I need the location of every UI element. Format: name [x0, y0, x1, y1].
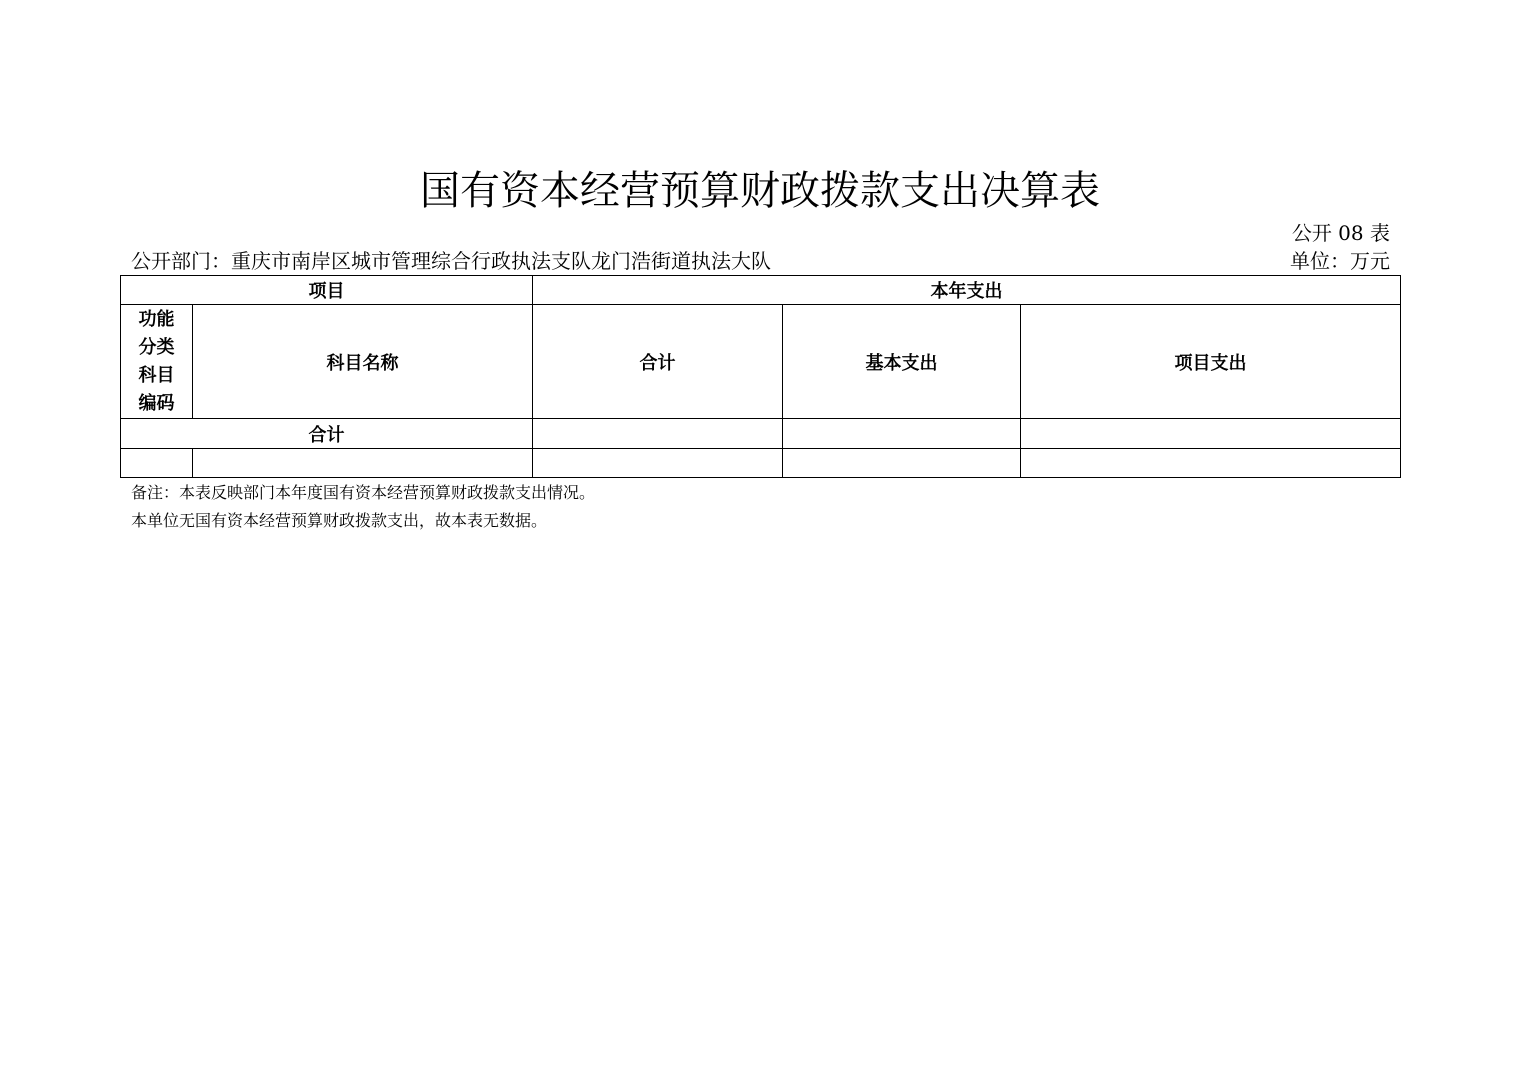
- header-project: 项目支出: [1021, 305, 1401, 419]
- header-item: 项目: [121, 276, 533, 305]
- header-basic: 基本支出: [783, 305, 1021, 419]
- header-code: [121, 305, 193, 419]
- no-data-note: 本单位无国有资本经营预算财政拨款支出，故本表无数据。: [131, 511, 548, 530]
- table-cell: [193, 449, 533, 478]
- table-cell: [121, 449, 193, 478]
- table-total-row: [121, 419, 1401, 449]
- header-code-line: 功能: [138, 308, 175, 330]
- expenditure-table: [120, 275, 1401, 478]
- department-label: 公开部门：重庆市南岸区城市管理综合行政执法支队龙门浩街道执法大队: [131, 249, 771, 273]
- table-cell: [1021, 449, 1401, 478]
- header-name: 科目名称: [193, 305, 533, 419]
- header-this-year: 本年支出: [533, 276, 1401, 305]
- remark-note: 备注：本表反映部门本年度国有资本经营预算财政拨款支出情况。: [131, 483, 596, 502]
- project-cell: [1021, 419, 1401, 449]
- page-title: 国有资本经营预算财政拨款支出决算表: [420, 168, 1100, 214]
- table-cell: [783, 449, 1021, 478]
- basic-cell: [783, 419, 1021, 449]
- table-cell: [533, 449, 783, 478]
- header-total: 合计: [533, 305, 783, 419]
- total-label: 合计: [121, 419, 533, 449]
- header-code-line: 编码: [138, 392, 175, 414]
- table-header-row: [121, 276, 1401, 305]
- table-row: [121, 449, 1401, 478]
- header-code-line: 分类: [138, 336, 175, 358]
- table-subheader-row: [121, 305, 1401, 419]
- total-cell: [533, 419, 783, 449]
- header-code-line: 科目: [138, 364, 175, 386]
- form-number: 公开 08 表: [1291, 221, 1390, 245]
- unit-label: 单位：万元: [1290, 249, 1390, 273]
